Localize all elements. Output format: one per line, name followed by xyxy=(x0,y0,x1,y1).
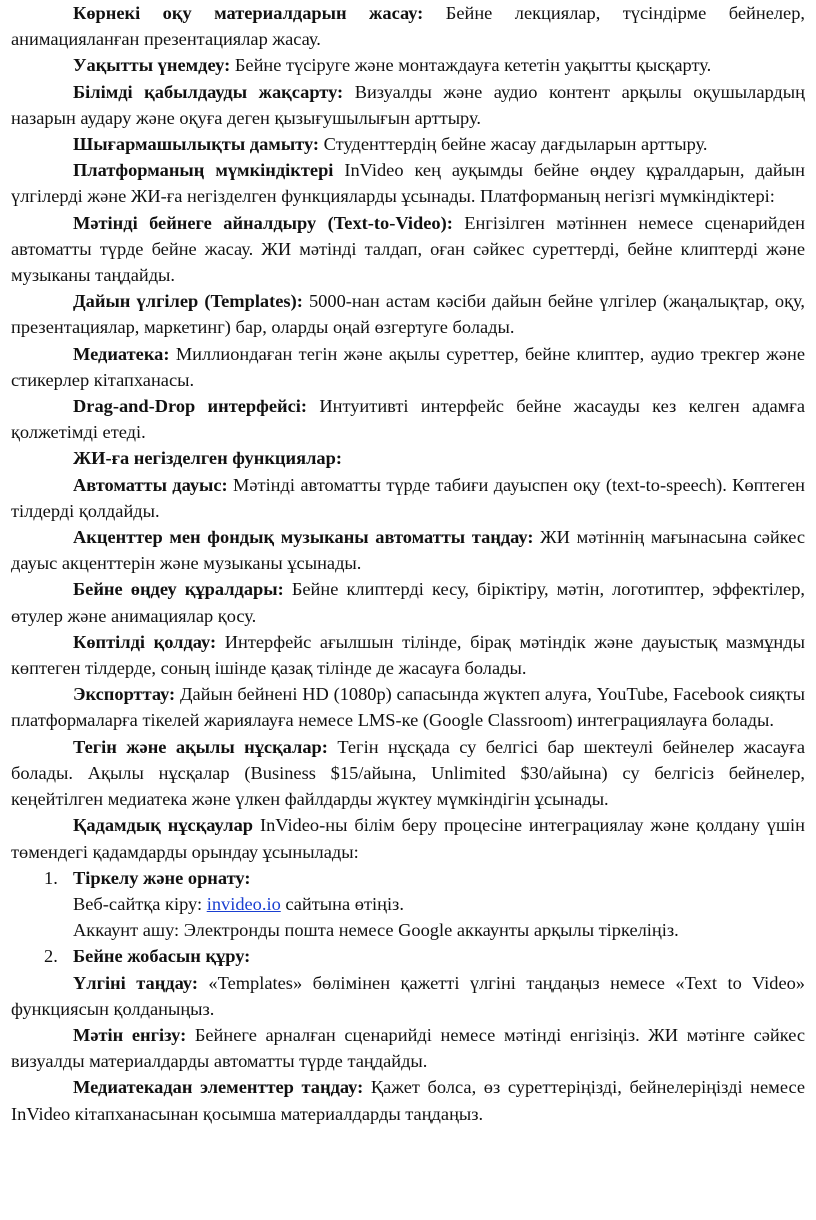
step-line: Веб-сайтқа кіру: invideo.io сайтына өтіңіз. xyxy=(73,893,404,914)
step-line: Аккаунт ашу: Электронды пошта немесе Google аккаунты арқылы тіркеліңіз. xyxy=(73,920,679,941)
section-heading: ЖИ-ға негізделген функциялар: xyxy=(73,448,342,469)
list-number: 1. xyxy=(44,867,58,888)
paragraph: Мәтінді бейнеге айналдыру (Text-to-Video): Енгізілген мәтіннен немесе сценарийден автоматты түрде бейне жасау. ЖИ мәтінді талдап, оған сәйкес суреттерді, бейне клиптерді және музыканы таңдайды. xyxy=(11,212,805,286)
paragraph: Білімді қабылдауды жақсарту: Визуалды және аудио контент арқылы оқушылардың назарын аудару және оқуға деген қызығушылығын арттыру. xyxy=(11,81,805,128)
list-item-step-1 xyxy=(11,865,805,891)
paragraph: Қадамдық нұсқаулар InVideo-ны білім беру процесіне интеграциялау және қолдану үшін төмендегі қадамдарды орындау ұсынылады: xyxy=(11,815,805,862)
invideo-link[interactable]: invideo.io xyxy=(206,893,281,914)
paragraph: Уақытты үнемдеу: Бейне түсіруге және монтаждауға кететін уақытты қысқарту. xyxy=(73,55,712,76)
paragraph: Көрнекі оқу материалдарын жасау: Бейне лекциялар, түсіндірме бейнелер, анимацияланған презентациялар жасау. xyxy=(11,3,806,50)
paragraph: Бейне өңдеу құралдары: Бейне клиптерді кесу, біріктіру, мәтін, логотиптер, эффектілер, өтулер және анимациялар қосу. xyxy=(11,579,805,626)
step-title: Бейне жобасын құру: xyxy=(73,946,251,967)
paragraph: Акценттер мен фондық музыканы автоматты таңдау: ЖИ мәтіннің мағынасына сәйкес дауыс акценттерін және музыканы ұсынады. xyxy=(11,527,806,574)
paragraph: Медиатека: Миллиондаған тегін және ақылы суреттер, бейне клиптер, аудио трекгер және стикерлер кітапханасы. xyxy=(11,343,805,390)
paragraph: Мәтін енгізу: Бейнеге арналған сценарийді немесе мәтінді енгізіңіз. ЖИ мәтінге сәйкес визуалды материалдарды автоматты түрде таңдайды. xyxy=(11,1024,805,1072)
paragraph: Автоматты дауыс: Мәтінді автоматты түрде табиғи дауыспен оқу (text-to-speech). Көптеген тілдерді қолдайды. xyxy=(11,474,805,521)
paragraph: Экспорттау: Дайын бейнені HD (1080p) сапасында жүктеп алуға, YouTube, Facebook сияқты платформаларға тікелей жариялауға немесе LMS-ке (Google Classroom) интеграциялауға болады. xyxy=(11,684,805,731)
paragraph: Дайын үлгілер (Templates): 5000-нан астам кәсіби дайын бейне үлгілер (жаңалықтар, оқу, презентациялар, маркетинг) бар, оларды оңай өзгертуге болады. xyxy=(11,291,805,338)
paragraph: Шығармашылықты дамыту: Студенттердің бейне жасау дағдыларын арттыру. xyxy=(73,134,708,155)
paragraph: Тегін және ақылы нұсқалар: Тегін нұсқада су белгісі бар шектеулі бейнелер жасауға болады. Ақылы нұсқалар (Business $15/айына, Unlimited $30/айына) су белгісіз бейнелер, кеңейтілген медиатека және үлкен файлдарды жүктеу мүмкіндігін ұсынады. xyxy=(11,736,805,810)
paragraph: Drag-and-Drop интерфейсі: Интуитивті интерфейс бейне жасауды кез келген адамға қолжетімді етеді. xyxy=(11,396,805,443)
step-title: Тіркелу және орнату: xyxy=(73,867,251,888)
paragraph: Платформаның мүмкіндіктері InVideo кең ауқымды бейне өңдеу құралдарын, дайын үлгілерді және ЖИ-ға негізделген функцияларды ұсынады. Платформаның негізгі мүмкіндіктері: xyxy=(11,160,805,207)
paragraph: Медиатекадан элементтер таңдау: Қажет болса, өз суреттеріңізді, бейнелеріңізді немесе InVideo кітапханасынан қосымша материалдарды таңдаңыз. xyxy=(11,1077,805,1124)
paragraph: Үлгіні таңдау: «Templates» бөлімінен қажетті үлгіні таңдаңыз немесе «Text to Video» функциясын қолданыңыз. xyxy=(11,972,805,1019)
list-number: 2. xyxy=(44,946,58,967)
paragraph: Көптілді қолдау: Интерфейс ағылшын тілінде, бірақ мәтіндік және дауыстық мазмұнды көптеген тілдерде, соның ішінде қазақ тілінде де жасауға болады. xyxy=(11,631,805,679)
list-item-step-2 xyxy=(11,943,805,969)
